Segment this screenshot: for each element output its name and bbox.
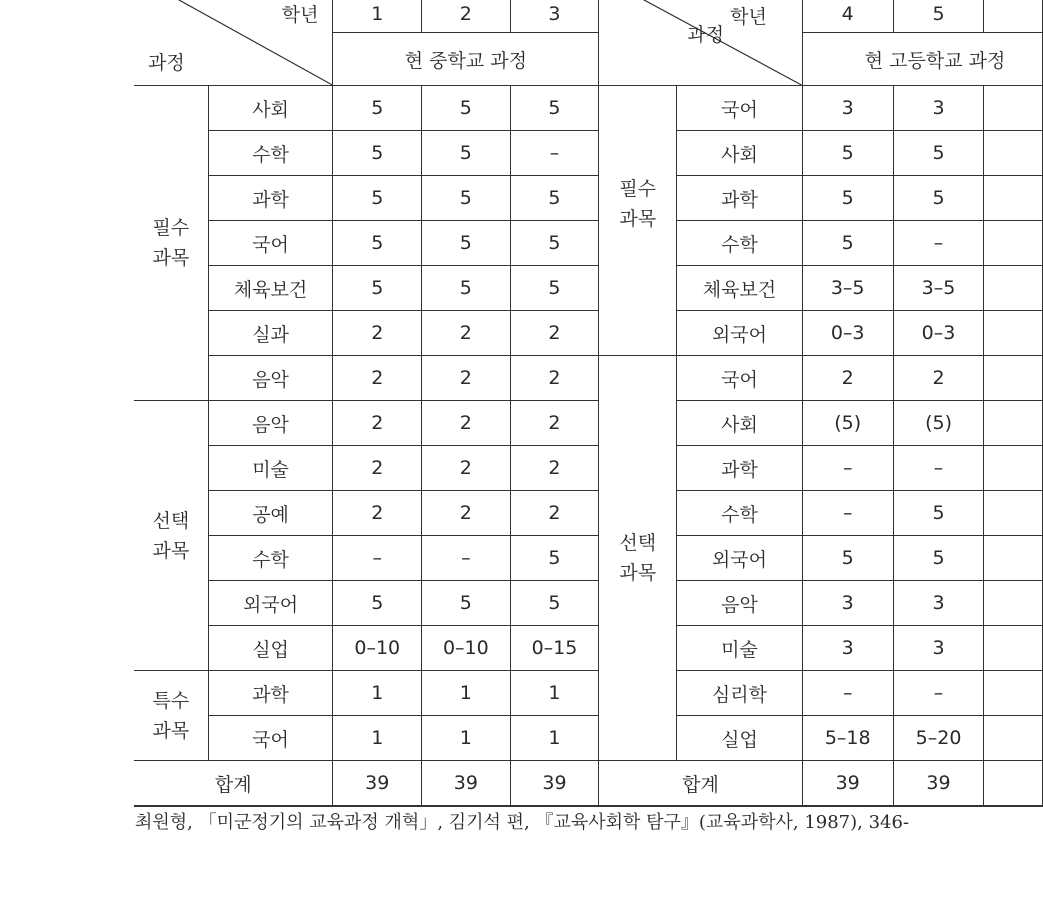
subject-cell: 수학 (208, 131, 333, 176)
grade-2: 2 (422, 0, 511, 33)
table-row (134, 446, 1043, 491)
header-diagonal-right (599, 0, 803, 86)
hours-cell: 0–10 (422, 626, 511, 671)
hours-cell: 5 (510, 536, 599, 581)
hours-cell: – (802, 491, 893, 536)
group-right-required: 필수 과목 (599, 86, 677, 356)
hours-cell: 2 (422, 491, 511, 536)
hours-cell: 5 (893, 491, 984, 536)
subject-cell: 국어 (677, 86, 803, 131)
table-row (134, 221, 1043, 266)
hours-cell: – (802, 446, 893, 491)
grade-1: 1 (333, 0, 422, 33)
hours-cell: 5 (422, 221, 511, 266)
hours-cell: 1 (422, 671, 511, 716)
table-row (134, 581, 1043, 626)
table-row (134, 266, 1043, 311)
subject-cell: 실업 (208, 626, 333, 671)
hours-cell: 2 (422, 401, 511, 446)
hours-cell: (5) (893, 401, 984, 446)
hours-cell: 3–5 (893, 266, 984, 311)
group-left-required: 필수 과목 (134, 86, 208, 401)
total-value: 39 (802, 761, 893, 807)
hours-cell: 2 (422, 446, 511, 491)
hours-cell: 3 (893, 86, 984, 131)
hours-cell: 3–5 (802, 266, 893, 311)
table-row (134, 671, 1043, 716)
subject-cell: 미술 (208, 446, 333, 491)
header-diagonal-left (134, 0, 333, 86)
hours-cell: 2 (510, 491, 599, 536)
subject-cell: 사회 (677, 131, 803, 176)
clipped-cell (984, 671, 1043, 716)
hours-cell: 2 (510, 401, 599, 446)
total-label-left: 합계 (134, 761, 333, 807)
table-row (134, 131, 1043, 176)
subject-cell: 공예 (208, 491, 333, 536)
hours-cell: 2 (333, 356, 422, 401)
hours-cell: 5 (422, 131, 511, 176)
clipped-cell (984, 401, 1043, 446)
hours-cell: 5 (333, 581, 422, 626)
clipped-cell (984, 626, 1043, 671)
hours-cell: 5 (333, 131, 422, 176)
group-left-special: 특수 과목 (134, 671, 208, 761)
hours-cell: 5 (510, 86, 599, 131)
subject-cell: 실과 (208, 311, 333, 356)
subject-cell: 수학 (677, 491, 803, 536)
hours-cell: 5 (422, 176, 511, 221)
hours-cell: 2 (422, 356, 511, 401)
hours-cell: 2 (510, 356, 599, 401)
hours-cell: 5 (893, 536, 984, 581)
hours-cell: 0–15 (510, 626, 599, 671)
clipped-cell (984, 491, 1043, 536)
hours-cell: 3 (802, 86, 893, 131)
hours-cell: 5 (510, 221, 599, 266)
hours-cell: 5–18 (802, 716, 893, 761)
hours-cell: 5 (802, 536, 893, 581)
subject-cell: 국어 (677, 356, 803, 401)
subject-cell: 사회 (677, 401, 803, 446)
table-row (134, 311, 1043, 356)
hours-cell: – (422, 536, 511, 581)
subject-cell: 미술 (677, 626, 803, 671)
subject-cell: 수학 (208, 536, 333, 581)
subject-cell: 음악 (208, 356, 333, 401)
subject-cell: 실업 (677, 716, 803, 761)
hours-cell: 0–3 (893, 311, 984, 356)
total-value: 39 (333, 761, 422, 807)
group-right-elective: 선택 과목 (599, 356, 677, 761)
total-value: 39 (422, 761, 511, 807)
hours-cell: 5 (422, 581, 511, 626)
total-row (134, 761, 1043, 807)
table-row (134, 491, 1043, 536)
grade-4: 4 (802, 0, 893, 33)
clipped-cell (984, 221, 1043, 266)
clipped-cell (984, 536, 1043, 581)
subject-cell: 심리학 (677, 671, 803, 716)
subject-cell: 체육보건 (208, 266, 333, 311)
table-row (134, 536, 1043, 581)
subject-cell: 과학 (677, 176, 803, 221)
clipped-cell (984, 356, 1043, 401)
hours-cell: 5 (333, 86, 422, 131)
grade-header-label: 학년 (730, 6, 767, 28)
hours-cell: – (893, 446, 984, 491)
grade-5: 5 (893, 0, 984, 33)
hours-cell: 1 (333, 716, 422, 761)
total-value: 39 (893, 761, 984, 807)
subject-cell: 음악 (677, 581, 803, 626)
hours-cell: 5 (802, 176, 893, 221)
hours-cell: – (893, 671, 984, 716)
course-header-label: 과정 (148, 52, 185, 74)
table-row (134, 86, 1043, 131)
hours-cell: 5 (893, 131, 984, 176)
hours-cell: 5 (333, 221, 422, 266)
hours-cell: 5 (802, 131, 893, 176)
clipped-cell (984, 266, 1043, 311)
hours-cell: 5 (422, 86, 511, 131)
subject-cell: 체육보건 (677, 266, 803, 311)
hours-cell: 5 (510, 581, 599, 626)
subject-cell: 국어 (208, 221, 333, 266)
hours-cell: 2 (510, 446, 599, 491)
hours-cell: 5 (333, 266, 422, 311)
hours-cell: 2 (893, 356, 984, 401)
subject-cell: 외국어 (208, 581, 333, 626)
hours-cell: 2 (333, 446, 422, 491)
hours-cell: 2 (333, 491, 422, 536)
hours-cell: 0–3 (802, 311, 893, 356)
grade-6-cell (984, 0, 1043, 33)
clipped-cell (984, 176, 1043, 221)
course-header-label: 과정 (687, 24, 724, 46)
hours-cell: 2 (802, 356, 893, 401)
curriculum-table (134, 0, 1043, 807)
table-row (134, 626, 1043, 671)
middle-school-course-header: 현 중학교 과정 (333, 33, 599, 86)
source-citation: 최원형, 「미군정기의 교육과정 개혁」, 김기석 편, 『교육사회학 탐구』(교육과학사, 1987), 346- (135, 812, 910, 833)
hours-cell: 1 (333, 671, 422, 716)
clipped-cell (984, 131, 1043, 176)
subject-cell: 과학 (677, 446, 803, 491)
hours-cell: 2 (333, 401, 422, 446)
total-label-right: 합계 (599, 761, 803, 807)
subject-cell: 과학 (208, 176, 333, 221)
clipped-cell (984, 446, 1043, 491)
hours-cell: 1 (510, 716, 599, 761)
hours-cell: 2 (333, 311, 422, 356)
hours-cell: 2 (510, 311, 599, 356)
hours-cell: 0–10 (333, 626, 422, 671)
clipped-cell (984, 716, 1043, 761)
total-value: 39 (510, 761, 599, 807)
clipped-cell (984, 761, 1043, 807)
hours-cell: 5 (510, 176, 599, 221)
high-school-course-header (802, 33, 1042, 86)
table-row (134, 401, 1043, 446)
table-row (134, 176, 1043, 221)
subject-cell: 국어 (208, 716, 333, 761)
hours-cell: 3 (893, 626, 984, 671)
hours-cell: 5–20 (893, 716, 984, 761)
subject-cell: 음악 (208, 401, 333, 446)
table-row (134, 356, 1043, 401)
hours-cell: 2 (422, 311, 511, 356)
grade-3: 3 (510, 0, 599, 33)
hours-cell: 5 (510, 266, 599, 311)
hours-cell: 3 (802, 626, 893, 671)
clipped-cell (984, 86, 1043, 131)
hours-cell: 5 (893, 176, 984, 221)
hours-cell: 5 (422, 266, 511, 311)
hours-cell: 3 (893, 581, 984, 626)
hours-cell: – (333, 536, 422, 581)
hours-cell: – (802, 671, 893, 716)
hours-cell: – (510, 131, 599, 176)
high-school-course-label: 현 고등학교 과정 (864, 49, 1006, 72)
hours-cell: 3 (802, 581, 893, 626)
hours-cell: 5 (333, 176, 422, 221)
subject-cell: 사회 (208, 86, 333, 131)
table-row (134, 716, 1043, 761)
hours-cell: 1 (510, 671, 599, 716)
hours-cell: (5) (802, 401, 893, 446)
subject-cell: 수학 (677, 221, 803, 266)
subject-cell: 외국어 (677, 536, 803, 581)
hours-cell: 5 (802, 221, 893, 266)
subject-cell: 과학 (208, 671, 333, 716)
hours-cell: 1 (422, 716, 511, 761)
grade-header-label: 학년 (281, 4, 319, 26)
clipped-cell (984, 581, 1043, 626)
group-left-elective: 선택 과목 (134, 401, 208, 671)
hours-cell: – (893, 221, 984, 266)
subject-cell: 외국어 (677, 311, 803, 356)
clipped-cell (984, 311, 1043, 356)
